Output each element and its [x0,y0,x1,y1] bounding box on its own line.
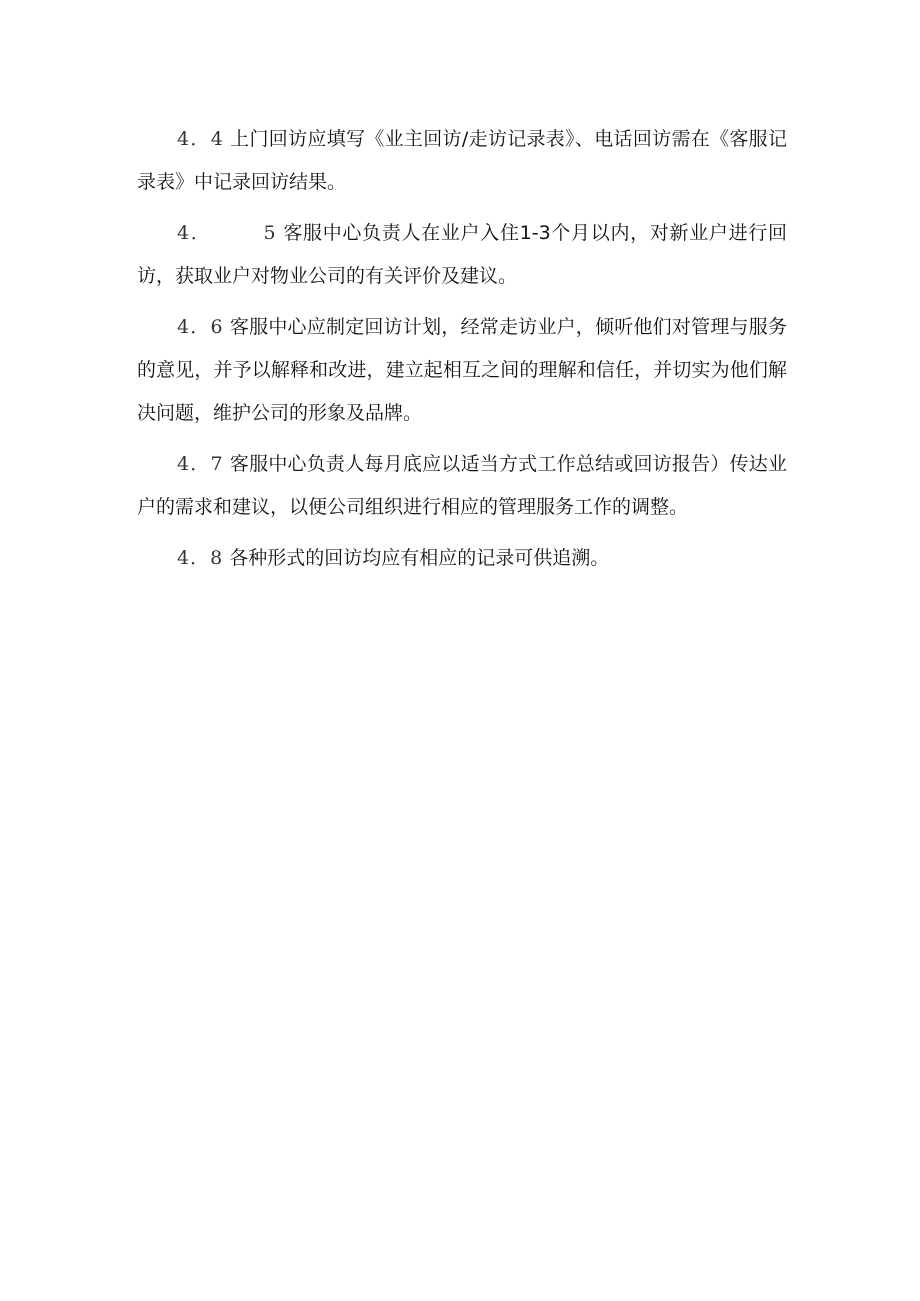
paragraph-4-4 [137,118,787,204]
section-number: 4．6 [177,316,224,338]
paragraph-text: 上门回访应填写《业主回访/走访记录表》、电话回访需在《客服记录表》中记录回访结果。 [137,128,787,193]
section-number: 4． [177,222,212,244]
section-number: 4．7 [177,453,224,475]
paragraph-text: 客服中心负责人在业户入住1-3个月以内，对新业户进行回访，获取业户对物业公司的有关评价及建议。 [137,222,787,287]
section-number: 4．4 [177,128,224,150]
section-number: 4．8 [177,547,224,569]
section-number-suffix: 5 [263,222,277,244]
document-body [137,118,787,588]
paragraph-text: 各种形式的回访均应有相应的记录可供追溯。 [229,547,610,569]
paragraph-4-5 [137,212,787,298]
paragraph-text: 客服中心负责人每月底应以适当方式工作总结或回访报告）传达业户的需求和建议，以便公司组织进行相应的管理服务工作的调整。 [137,453,787,518]
paragraph-text: 客服中心应制定回访计划，经常走访业户，倾听他们对管理与服务的意见，并予以解释和改进，建立起相互之间的理解和信任，并切实为他们解决问题，维护公司的形象及品牌。 [137,316,787,424]
paragraph-4-6 [137,306,787,435]
paragraph-4-8 [137,537,787,580]
paragraph-4-7 [137,443,787,529]
